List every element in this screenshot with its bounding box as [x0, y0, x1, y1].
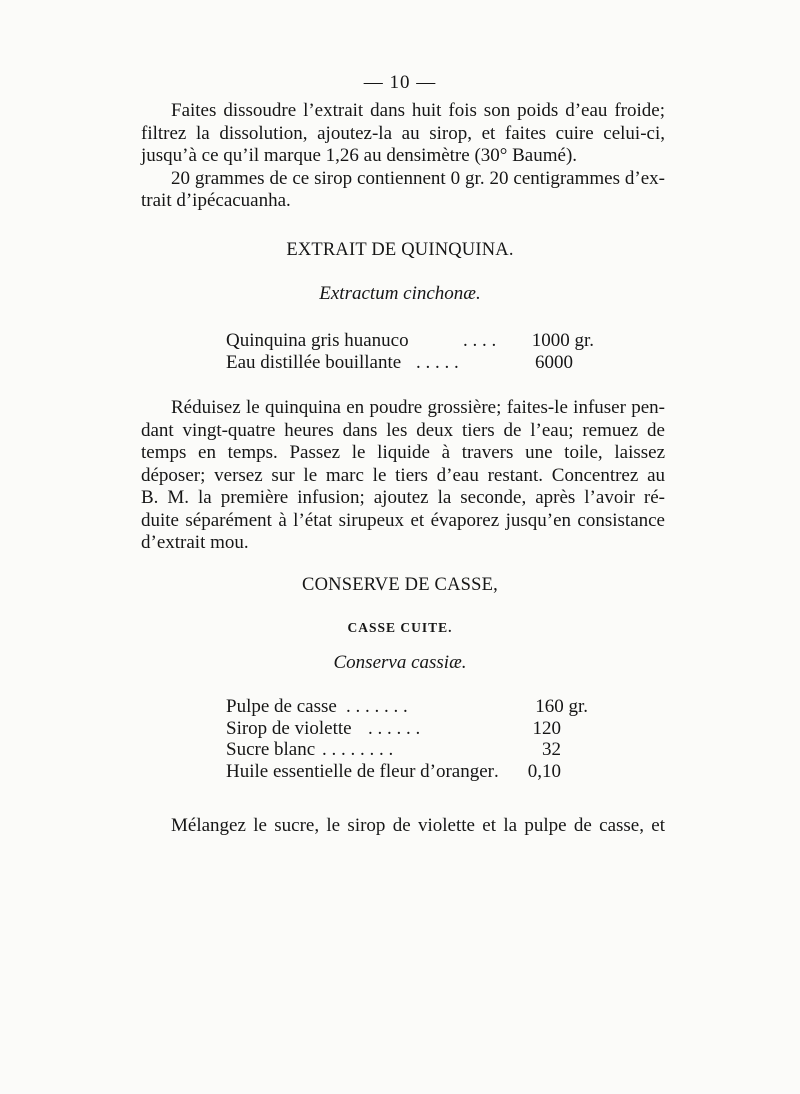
text-line: B. M. la première infusion; ajoutez la seconde, après l’avoir ré-: [141, 487, 665, 508]
method-paragraph: [141, 397, 665, 555]
text-line: trait d’ipécacuanha.: [141, 190, 291, 211]
ingredient-name: Sucre blanc: [226, 739, 316, 760]
text-line: dant vingt-quatre heures dans les deux tiers de l’eau; remuez de: [141, 419, 665, 441]
leader-dots: . . . . . . .: [346, 696, 408, 717]
ingredient-quantity: 160 gr.: [535, 696, 588, 717]
ingredient-row: [226, 739, 588, 761]
leader-dots: . . . . . .: [368, 717, 421, 739]
ingredient-list-quinquina: [226, 330, 594, 373]
ingredient-quantity: 120: [532, 717, 561, 739]
section-title-casse: CONSERVE DE CASSE,: [302, 575, 498, 595]
intro-paragraph-1: [141, 100, 665, 168]
text-line: déposer; versez sur le marc le tiers d’eau restant. Concentrez au: [141, 464, 665, 486]
latin-name-quinquina: Extractum cinchonæ.: [319, 283, 481, 304]
ingredient-row: [226, 330, 594, 352]
intro-paragraph-2: [141, 168, 665, 213]
text-line: 20 grammes de ce sirop contiennent 0 gr. 20 centigrammes d’ex-: [171, 167, 665, 189]
ingredient-name: Pulpe de casse: [226, 696, 337, 717]
ingredient-quantity: 1000 gr.: [531, 330, 594, 351]
leader-dots: .: [494, 760, 499, 782]
ingredient-quantity: 6000: [535, 351, 573, 373]
latin-name-casse: Conserva cassiæ.: [333, 652, 467, 673]
leader-dots: . . . . .: [416, 351, 459, 373]
text-line: filtrez la dissolution, ajoutez-la au sirop, et faites cuire celui-ci,: [141, 122, 665, 144]
text-line: duite séparément à l’état sirupeux et évaporez jusqu’en consistance: [141, 509, 665, 531]
method-text-quinquina: [141, 397, 665, 555]
section-subtitle-casse: CASSE CUITE.: [347, 620, 453, 635]
ingredient-quantity: 0,10: [527, 760, 561, 782]
text-line: d’extrait mou.: [141, 532, 249, 553]
section-title-quinquina: EXTRAIT DE QUINQUINA.: [286, 240, 514, 260]
ingredient-name: Quinquina gris huanuco: [226, 330, 409, 351]
text-line: jusqu’à ce qu’il marque 1,26 au densimètre (30° Baumé).: [141, 145, 578, 166]
ingredient-name: Eau distillée bouillante: [226, 351, 402, 373]
text-line: Réduisez le quinquina en poudre grossière; faites-le infuser pen-: [171, 397, 665, 418]
text-line: Faites dissoudre l’extrait dans huit fois son poids d’eau froide;: [171, 100, 665, 121]
ingredient-row: [226, 718, 588, 740]
method-paragraph: [141, 815, 665, 838]
ingredient-list-casse: [226, 696, 588, 782]
leader-dots: . . . .: [463, 330, 497, 351]
text-line: Mélangez le sucre, le sirop de violette et la pulpe de casse, et: [171, 815, 665, 836]
ingredient-quantity: 32: [542, 739, 561, 760]
method-text-casse: [141, 815, 665, 838]
ingredient-row: [226, 696, 588, 718]
ingredient-name: Sirop de violette: [226, 717, 352, 739]
leader-dots: . . . . . . . .: [322, 739, 394, 760]
ingredient-row: [226, 761, 588, 783]
ingredient-name: Huile essentielle de fleur d’oranger: [226, 760, 494, 782]
text-line: temps en temps. Passez le liquide à travers une toile, laissez: [141, 442, 665, 463]
intro-text: [141, 100, 665, 213]
ingredient-row: [226, 352, 594, 374]
page-number: — 10 —: [363, 72, 437, 93]
